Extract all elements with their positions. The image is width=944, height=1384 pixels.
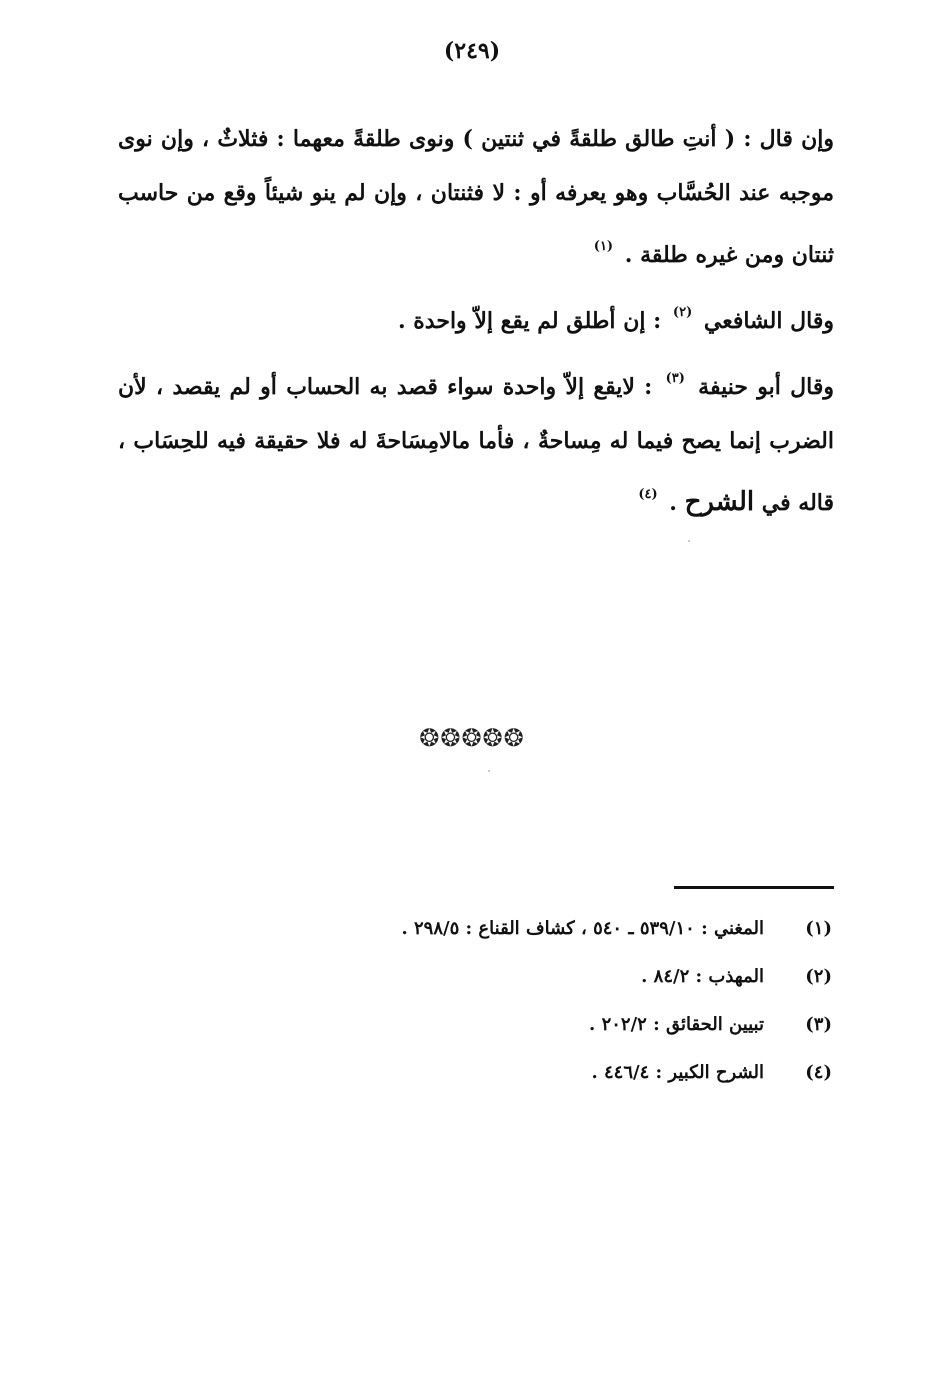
footnote-item — [300, 966, 832, 1014]
footnote-text: تبيين الحقائق : ٢٠٢/٢ . — [589, 1014, 764, 1035]
section-ornament: ❂❂❂❂❂ — [419, 724, 525, 752]
scan-speck — [688, 540, 690, 542]
paragraph-2-lead: وقال الشافعي — [703, 308, 834, 334]
footnote-text: المهذب : ٨٤/٢ . — [641, 966, 764, 987]
footnote-ref-3: (٣) — [665, 371, 685, 386]
footnote-divider — [674, 886, 834, 889]
paragraph-2 — [118, 286, 834, 348]
paragraph-1-text: وإن قال : ( أنتِ طالق طلقةً في ثنتين ) ونوى طلقةً معهما : فثلاثٌ ، وإن نوى موجبه عند الحُسَّاب وهو يعرفه أو : لا فثنتان ، وإن لم ينو شيئاً وقع من حاسب ثنتان ومن غيره طلقة . — [118, 126, 834, 268]
footnote-text: المغني : ٥٣٩/١٠ ـ ٥٤٠ ، كشاف القناع : ٢٩٨/٥ . — [401, 918, 764, 939]
paragraph-2-text: : إن أطلق لم يقع إلاّ واحدة . — [397, 308, 662, 334]
footnote-item — [300, 1014, 832, 1062]
paragraph-3-lead: وقال أبو حنيفة — [698, 374, 834, 400]
paragraph-3 — [118, 352, 834, 530]
page-number: (٢٤٩) — [443, 38, 501, 64]
scan-speck — [488, 770, 490, 772]
footnote-number: (٢) — [805, 966, 832, 987]
paragraph-3-text: : لايقع إلاّ واحدة سواء قصد به الحساب أو لم يقصد ، لأن الضرب إنما يصح فيما له مِساحةٌ ، فأما مالامِسَاحةَ له فلا حقيقة فيه للحِسَاب ، قاله في — [118, 374, 834, 516]
footnote-item — [300, 918, 832, 966]
paragraph-1 — [118, 112, 834, 282]
footnote-ref-1: (١) — [593, 239, 614, 254]
footnote-item — [300, 1062, 832, 1110]
footnote-number: (١) — [805, 918, 832, 939]
paragraph-3-end: . — [669, 490, 677, 516]
paragraph-3-emphasis: الشرح — [684, 487, 755, 517]
footnote-ref-4: (٤) — [638, 487, 658, 502]
footnote-number: (٣) — [805, 1014, 832, 1035]
footnote-text: الشرح الكبير : ٤٤٦/٤ . — [591, 1062, 764, 1083]
body-text — [118, 112, 834, 530]
footnotes — [300, 918, 832, 1110]
footnote-number: (٤) — [805, 1062, 832, 1083]
footnote-ref-2: (٢) — [672, 305, 693, 320]
